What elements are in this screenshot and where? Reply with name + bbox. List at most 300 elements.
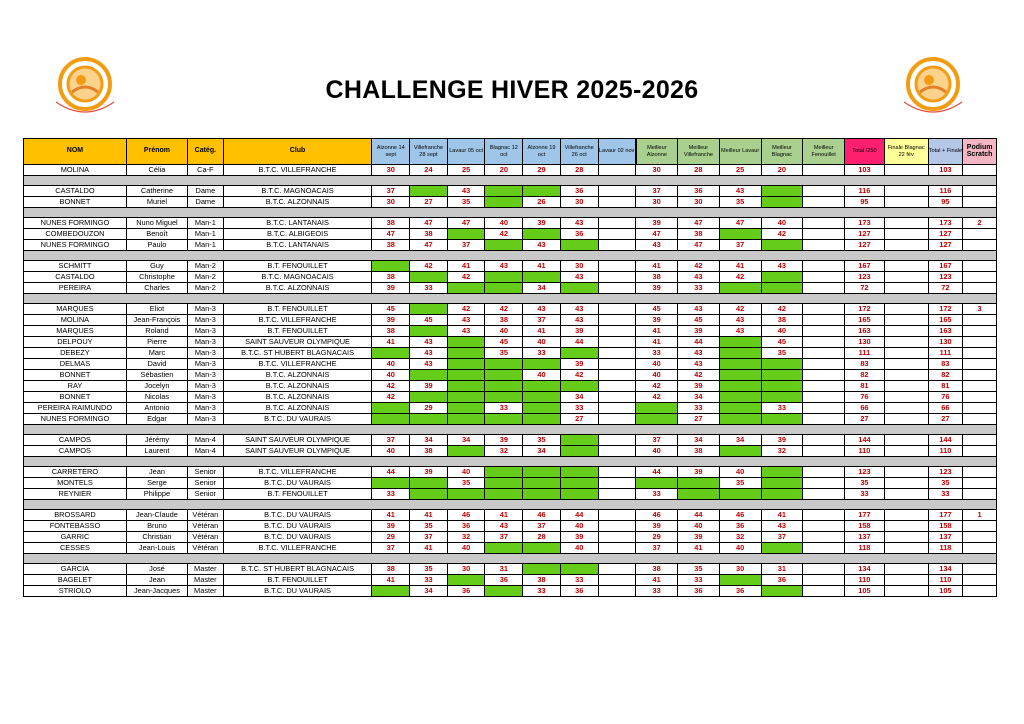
cell-best-fenouillet: [803, 283, 845, 294]
header-categorie: Catég.: [188, 139, 224, 165]
cell-blagnac-12-oct: [485, 240, 523, 251]
cell-alzonne-14-sept: 39: [372, 283, 410, 294]
cell-lavaur-05-oct: 34: [447, 435, 485, 446]
cell-lavaur-02-nov: [598, 229, 636, 240]
cell-podium: [963, 586, 997, 597]
cell-best-blagnac: [761, 197, 803, 208]
table-row: [24, 521, 997, 532]
cell-best-fenouillet: [803, 304, 845, 315]
cell-blagnac-12-oct: 39: [485, 435, 523, 446]
cell-best-blagnac: 40: [761, 218, 803, 229]
cell-best-villefranche: 28: [678, 165, 720, 176]
cell-total-finale: 123: [928, 272, 963, 283]
cell-total-finale: 118: [928, 543, 963, 554]
table-row: [24, 510, 997, 521]
cell-best-lavaur: [719, 403, 761, 414]
cell-total-finale: 110: [928, 446, 963, 457]
cell-alzonne-14-sept: 47: [372, 229, 410, 240]
cell-villefranche-28-sept: 41: [410, 510, 448, 521]
cell-villefranche-28-sept: 39: [410, 467, 448, 478]
cell-best-fenouillet: [803, 575, 845, 586]
cell-categorie: Man-1: [188, 218, 224, 229]
cell-total-finale: 72: [928, 283, 963, 294]
cell-best-villefranche: 34: [678, 435, 720, 446]
cell-nom: REYNIER: [24, 489, 127, 500]
cell-prenom: Philippe: [126, 489, 187, 500]
cell-best-lavaur: 35: [719, 478, 761, 489]
cell-total-finale: 167: [928, 261, 963, 272]
cell-categorie: Senior: [188, 489, 224, 500]
cell-alzonne-19-oct: 34: [523, 446, 561, 457]
cell-prenom: Laurent: [126, 446, 187, 457]
cell-best-alzonne: 40: [636, 446, 678, 457]
cell-villefranche-26-oct: 44: [560, 337, 598, 348]
cell-alzonne-19-oct: 40: [523, 370, 561, 381]
cell-best-villefranche: 44: [678, 510, 720, 521]
cell-best-villefranche: [678, 478, 720, 489]
cell-best-lavaur: 35: [719, 197, 761, 208]
cell-total-finale: 134: [928, 564, 963, 575]
cell-best-alzonne: 33: [636, 586, 678, 597]
cell-best-alzonne: 39: [636, 315, 678, 326]
cell-club: SAINT SAUVEUR OLYMPIQUE: [223, 446, 372, 457]
cell-best-fenouillet: [803, 510, 845, 521]
cell-alzonne-19-oct: 41: [523, 326, 561, 337]
cell-lavaur-05-oct: [447, 348, 485, 359]
cell-best-villefranche: 33: [678, 403, 720, 414]
cell-best-fenouillet: [803, 392, 845, 403]
cell-villefranche-26-oct: 34: [560, 392, 598, 403]
cell-best-blagnac: 31: [761, 564, 803, 575]
separator-cell: [24, 425, 997, 435]
cell-prenom: Jean-Claude: [126, 510, 187, 521]
cell-alzonne-19-oct: 43: [523, 304, 561, 315]
category-separator: [24, 208, 997, 218]
cell-best-villefranche: 42: [678, 370, 720, 381]
cell-lavaur-02-nov: [598, 304, 636, 315]
cell-categorie: Man-3: [188, 315, 224, 326]
cell-lavaur-05-oct: [447, 381, 485, 392]
cell-categorie: Man-3: [188, 392, 224, 403]
cell-podium: [963, 240, 997, 251]
cell-blagnac-12-oct: [485, 272, 523, 283]
cell-blagnac-12-oct: [485, 543, 523, 554]
table-row: [24, 197, 997, 208]
cell-blagnac-12-oct: [485, 197, 523, 208]
cell-lavaur-05-oct: 43: [447, 186, 485, 197]
cell-villefranche-28-sept: [410, 304, 448, 315]
cell-categorie: Man-1: [188, 240, 224, 251]
cell-total: 110: [845, 575, 885, 586]
cell-alzonne-14-sept: 29: [372, 532, 410, 543]
cell-prenom: Serge: [126, 478, 187, 489]
cell-best-lavaur: [719, 337, 761, 348]
cell-total-finale: 35: [928, 478, 963, 489]
cell-nom: STRIOLO: [24, 586, 127, 597]
cell-lavaur-05-oct: [447, 446, 485, 457]
cell-best-blagnac: [761, 543, 803, 554]
cell-villefranche-28-sept: [410, 392, 448, 403]
cell-podium: [963, 197, 997, 208]
cell-best-alzonne: [636, 403, 678, 414]
cell-alzonne-19-oct: 26: [523, 197, 561, 208]
cell-alzonne-19-oct: [523, 564, 561, 575]
cell-best-villefranche: 27: [678, 414, 720, 425]
cell-total-finale: 116: [928, 186, 963, 197]
cell-villefranche-28-sept: [410, 478, 448, 489]
cell-nom: DELMAS: [24, 359, 127, 370]
cell-villefranche-28-sept: [410, 326, 448, 337]
cell-best-fenouillet: [803, 489, 845, 500]
cell-lavaur-02-nov: [598, 359, 636, 370]
cell-alzonne-14-sept: 40: [372, 359, 410, 370]
table-row: [24, 283, 997, 294]
cell-lavaur-02-nov: [598, 261, 636, 272]
cell-villefranche-26-oct: [560, 381, 598, 392]
cell-total: 134: [845, 564, 885, 575]
cell-best-lavaur: [719, 359, 761, 370]
cell-alzonne-14-sept: 42: [372, 392, 410, 403]
cell-finale: [884, 348, 928, 359]
cell-finale: [884, 392, 928, 403]
cell-blagnac-12-oct: 31: [485, 564, 523, 575]
cell-best-fenouillet: [803, 272, 845, 283]
cell-lavaur-02-nov: [598, 435, 636, 446]
cell-villefranche-26-oct: 39: [560, 359, 598, 370]
header-total-finale: Total + Finale: [928, 139, 963, 165]
cell-nom: MARQUES: [24, 326, 127, 337]
cell-best-alzonne: 33: [636, 489, 678, 500]
cell-club: B.T.C. ALZONNAIS: [223, 381, 372, 392]
cell-club: B.T.C. DU VAURAIS: [223, 478, 372, 489]
cell-villefranche-28-sept: 29: [410, 403, 448, 414]
cell-categorie: Man-3: [188, 403, 224, 414]
cell-nom: PEREIRA: [24, 283, 127, 294]
cell-villefranche-26-oct: [560, 348, 598, 359]
cell-best-alzonne: 41: [636, 575, 678, 586]
cell-finale: [884, 478, 928, 489]
cell-best-lavaur: [719, 392, 761, 403]
cell-blagnac-12-oct: 38: [485, 315, 523, 326]
cell-best-blagnac: [761, 414, 803, 425]
table-row: [24, 229, 997, 240]
cell-categorie: Man-3: [188, 359, 224, 370]
cell-categorie: Senior: [188, 467, 224, 478]
cell-blagnac-12-oct: [485, 414, 523, 425]
cell-finale: [884, 261, 928, 272]
cell-total-finale: 158: [928, 521, 963, 532]
cell-best-fenouillet: [803, 467, 845, 478]
cell-finale: [884, 586, 928, 597]
header-lavaur-02-nov: Lavaur 02 nov: [598, 139, 636, 165]
cell-villefranche-26-oct: 30: [560, 197, 598, 208]
cell-finale: [884, 304, 928, 315]
header-best-alzonne: Meilleur Alzonne: [636, 139, 678, 165]
cell-alzonne-14-sept: 37: [372, 543, 410, 554]
cell-lavaur-05-oct: 40: [447, 543, 485, 554]
cell-best-lavaur: 30: [719, 564, 761, 575]
cell-villefranche-28-sept: 27: [410, 197, 448, 208]
cell-total: 35: [845, 478, 885, 489]
cell-best-fenouillet: [803, 165, 845, 176]
cell-lavaur-05-oct: 36: [447, 521, 485, 532]
cell-total-finale: 163: [928, 326, 963, 337]
cell-alzonne-14-sept: [372, 586, 410, 597]
cell-prenom: Nuno Miguel: [126, 218, 187, 229]
cell-best-blagnac: 38: [761, 315, 803, 326]
table-row: [24, 359, 997, 370]
header-villefranche-26-oct: Villefranche 26 oct: [560, 139, 598, 165]
cell-best-villefranche: 38: [678, 229, 720, 240]
cell-villefranche-28-sept: 39: [410, 381, 448, 392]
cell-total-finale: 33: [928, 489, 963, 500]
cell-best-alzonne: 29: [636, 532, 678, 543]
cell-club: B.T.C. VILLEFRANCHE: [223, 359, 372, 370]
cell-total: 103: [845, 165, 885, 176]
cell-lavaur-05-oct: 43: [447, 326, 485, 337]
cell-total: 116: [845, 186, 885, 197]
cell-best-blagnac: [761, 240, 803, 251]
cell-best-villefranche: 45: [678, 315, 720, 326]
cell-club: B.T.C. VILLEFRANCHE: [223, 315, 372, 326]
cell-best-blagnac: [761, 186, 803, 197]
separator-cell: [24, 500, 997, 510]
cell-alzonne-19-oct: 28: [523, 532, 561, 543]
cell-best-blagnac: 42: [761, 229, 803, 240]
cell-best-lavaur: 32: [719, 532, 761, 543]
cell-lavaur-02-nov: [598, 478, 636, 489]
cell-best-villefranche: 34: [678, 392, 720, 403]
cell-prenom: David: [126, 359, 187, 370]
cell-podium: [963, 532, 997, 543]
header-best-blagnac: Meilleur Blagnac: [761, 139, 803, 165]
cell-categorie: Man-2: [188, 283, 224, 294]
cell-club: B.T.C. DU VAURAIS: [223, 414, 372, 425]
cell-best-fenouillet: [803, 359, 845, 370]
separator-cell: [24, 554, 997, 564]
cell-categorie: Man-3: [188, 370, 224, 381]
cell-lavaur-02-nov: [598, 272, 636, 283]
cell-prenom: Charles: [126, 283, 187, 294]
cell-total-finale: 105: [928, 586, 963, 597]
cell-villefranche-26-oct: [560, 478, 598, 489]
cell-lavaur-02-nov: [598, 337, 636, 348]
cell-finale: [884, 337, 928, 348]
cell-villefranche-28-sept: 33: [410, 575, 448, 586]
cell-club: B.T.C. VILLEFRANCHE: [223, 165, 372, 176]
table-row: [24, 543, 997, 554]
cell-podium: [963, 261, 997, 272]
cell-total-finale: 82: [928, 370, 963, 381]
cell-best-fenouillet: [803, 240, 845, 251]
cell-podium: [963, 467, 997, 478]
cell-alzonne-14-sept: 38: [372, 218, 410, 229]
cell-categorie: Master: [188, 575, 224, 586]
cell-categorie: Man-2: [188, 261, 224, 272]
cell-villefranche-28-sept: [410, 414, 448, 425]
cell-podium: 3: [963, 304, 997, 315]
cell-alzonne-19-oct: [523, 359, 561, 370]
cell-nom: NUNES FORMINGO: [24, 240, 127, 251]
cell-villefranche-26-oct: [560, 564, 598, 575]
cell-best-blagnac: [761, 370, 803, 381]
cell-best-alzonne: 30: [636, 165, 678, 176]
table-row: [24, 272, 997, 283]
cell-best-villefranche: 39: [678, 467, 720, 478]
cell-nom: CARRETERO: [24, 467, 127, 478]
cell-categorie: Ca-F: [188, 165, 224, 176]
cell-lavaur-05-oct: 41: [447, 261, 485, 272]
cell-lavaur-02-nov: [598, 510, 636, 521]
cell-lavaur-02-nov: [598, 197, 636, 208]
cell-best-villefranche: 30: [678, 197, 720, 208]
cell-total: 167: [845, 261, 885, 272]
cell-alzonne-19-oct: 46: [523, 510, 561, 521]
cell-alzonne-19-oct: 43: [523, 240, 561, 251]
cell-alzonne-14-sept: 38: [372, 564, 410, 575]
cell-club: B.T.C. ST HUBERT BLAGNACAIS: [223, 564, 372, 575]
cell-total: 144: [845, 435, 885, 446]
cell-lavaur-02-nov: [598, 381, 636, 392]
cell-prenom: Roland: [126, 326, 187, 337]
cell-alzonne-19-oct: 33: [523, 348, 561, 359]
cell-best-blagnac: [761, 272, 803, 283]
cell-categorie: Dame: [188, 197, 224, 208]
cell-blagnac-12-oct: 43: [485, 521, 523, 532]
cell-nom: CAMPOS: [24, 435, 127, 446]
cell-best-fenouillet: [803, 315, 845, 326]
cell-prenom: Paulo: [126, 240, 187, 251]
cell-nom: CAMPOS: [24, 446, 127, 457]
cell-blagnac-12-oct: 20: [485, 165, 523, 176]
cell-finale: [884, 403, 928, 414]
header-alzonne-14-sept: Alzonne 14 sept: [372, 139, 410, 165]
cell-total: 82: [845, 370, 885, 381]
cell-best-alzonne: 41: [636, 326, 678, 337]
cell-finale: [884, 370, 928, 381]
cell-nom: COMBEDOUZON: [24, 229, 127, 240]
cell-alzonne-14-sept: 42: [372, 381, 410, 392]
category-separator: [24, 500, 997, 510]
cell-best-blagnac: [761, 489, 803, 500]
cell-lavaur-02-nov: [598, 446, 636, 457]
cell-best-villefranche: 39: [678, 532, 720, 543]
cell-lavaur-05-oct: [447, 229, 485, 240]
table-row: [24, 478, 997, 489]
cell-best-fenouillet: [803, 478, 845, 489]
cell-finale: [884, 229, 928, 240]
table-row: [24, 304, 997, 315]
cell-best-lavaur: 42: [719, 304, 761, 315]
cell-blagnac-12-oct: [485, 370, 523, 381]
cell-villefranche-26-oct: 36: [560, 586, 598, 597]
cell-prenom: Pierre: [126, 337, 187, 348]
cell-prenom: Bruno: [126, 521, 187, 532]
cell-alzonne-19-oct: 35: [523, 435, 561, 446]
cell-categorie: Man-3: [188, 326, 224, 337]
cell-nom: NUNES FORMINGO: [24, 218, 127, 229]
cell-villefranche-26-oct: 36: [560, 186, 598, 197]
cell-lavaur-05-oct: 43: [447, 315, 485, 326]
cell-podium: [963, 348, 997, 359]
cell-total-finale: 66: [928, 403, 963, 414]
cell-total: 76: [845, 392, 885, 403]
cell-nom: CESSES: [24, 543, 127, 554]
cell-best-alzonne: 33: [636, 348, 678, 359]
cell-villefranche-28-sept: 35: [410, 564, 448, 575]
cell-podium: [963, 326, 997, 337]
cell-alzonne-19-oct: [523, 392, 561, 403]
cell-podium: 2: [963, 218, 997, 229]
cell-best-alzonne: 37: [636, 543, 678, 554]
header-lavaur-05-oct: Lavaur 05 oct: [447, 139, 485, 165]
cell-prenom: Nicolas: [126, 392, 187, 403]
cell-blagnac-12-oct: 41: [485, 510, 523, 521]
cell-total: 95: [845, 197, 885, 208]
cell-alzonne-19-oct: [523, 381, 561, 392]
cell-club: B.T.C. MAGNOACAIS: [223, 186, 372, 197]
cell-lavaur-02-nov: [598, 218, 636, 229]
cell-finale: [884, 489, 928, 500]
cell-best-fenouillet: [803, 586, 845, 597]
cell-best-villefranche: 33: [678, 575, 720, 586]
cell-nom: MOLINA: [24, 315, 127, 326]
cell-nom: BONNET: [24, 370, 127, 381]
cell-total-finale: 103: [928, 165, 963, 176]
cell-best-blagnac: 43: [761, 261, 803, 272]
cell-prenom: Jean-François: [126, 315, 187, 326]
cell-lavaur-02-nov: [598, 283, 636, 294]
cell-blagnac-12-oct: [485, 359, 523, 370]
cell-blagnac-12-oct: [485, 186, 523, 197]
cell-total: 165: [845, 315, 885, 326]
cell-best-alzonne: [636, 414, 678, 425]
cell-best-villefranche: 43: [678, 272, 720, 283]
cell-total-finale: 95: [928, 197, 963, 208]
cell-club: B.T.C. MAGNOACAIS: [223, 272, 372, 283]
cell-nom: NUNES FORMINGO: [24, 414, 127, 425]
cell-club: B.T. FENOUILLET: [223, 261, 372, 272]
cell-alzonne-19-oct: 39: [523, 218, 561, 229]
cell-villefranche-28-sept: 35: [410, 521, 448, 532]
cell-villefranche-26-oct: 39: [560, 532, 598, 543]
cell-alzonne-14-sept: 38: [372, 326, 410, 337]
cell-total-finale: 110: [928, 575, 963, 586]
cell-alzonne-19-oct: [523, 403, 561, 414]
cell-best-alzonne: 38: [636, 272, 678, 283]
cell-categorie: Man-4: [188, 435, 224, 446]
cell-best-villefranche: 39: [678, 326, 720, 337]
cell-best-lavaur: [719, 283, 761, 294]
cell-best-blagnac: 33: [761, 403, 803, 414]
cell-total-finale: 123: [928, 467, 963, 478]
cell-best-villefranche: 47: [678, 240, 720, 251]
cell-best-fenouillet: [803, 326, 845, 337]
cell-best-alzonne: 42: [636, 381, 678, 392]
cell-best-blagnac: 40: [761, 326, 803, 337]
cell-villefranche-26-oct: [560, 435, 598, 446]
cell-alzonne-19-oct: [523, 467, 561, 478]
cell-best-fenouillet: [803, 435, 845, 446]
cell-total-finale: 137: [928, 532, 963, 543]
table-row: [24, 575, 997, 586]
cell-lavaur-02-nov: [598, 564, 636, 575]
cell-finale: [884, 564, 928, 575]
cell-total-finale: 127: [928, 240, 963, 251]
cell-total: 105: [845, 586, 885, 597]
cell-villefranche-26-oct: 43: [560, 272, 598, 283]
cell-prenom: Jocelyn: [126, 381, 187, 392]
